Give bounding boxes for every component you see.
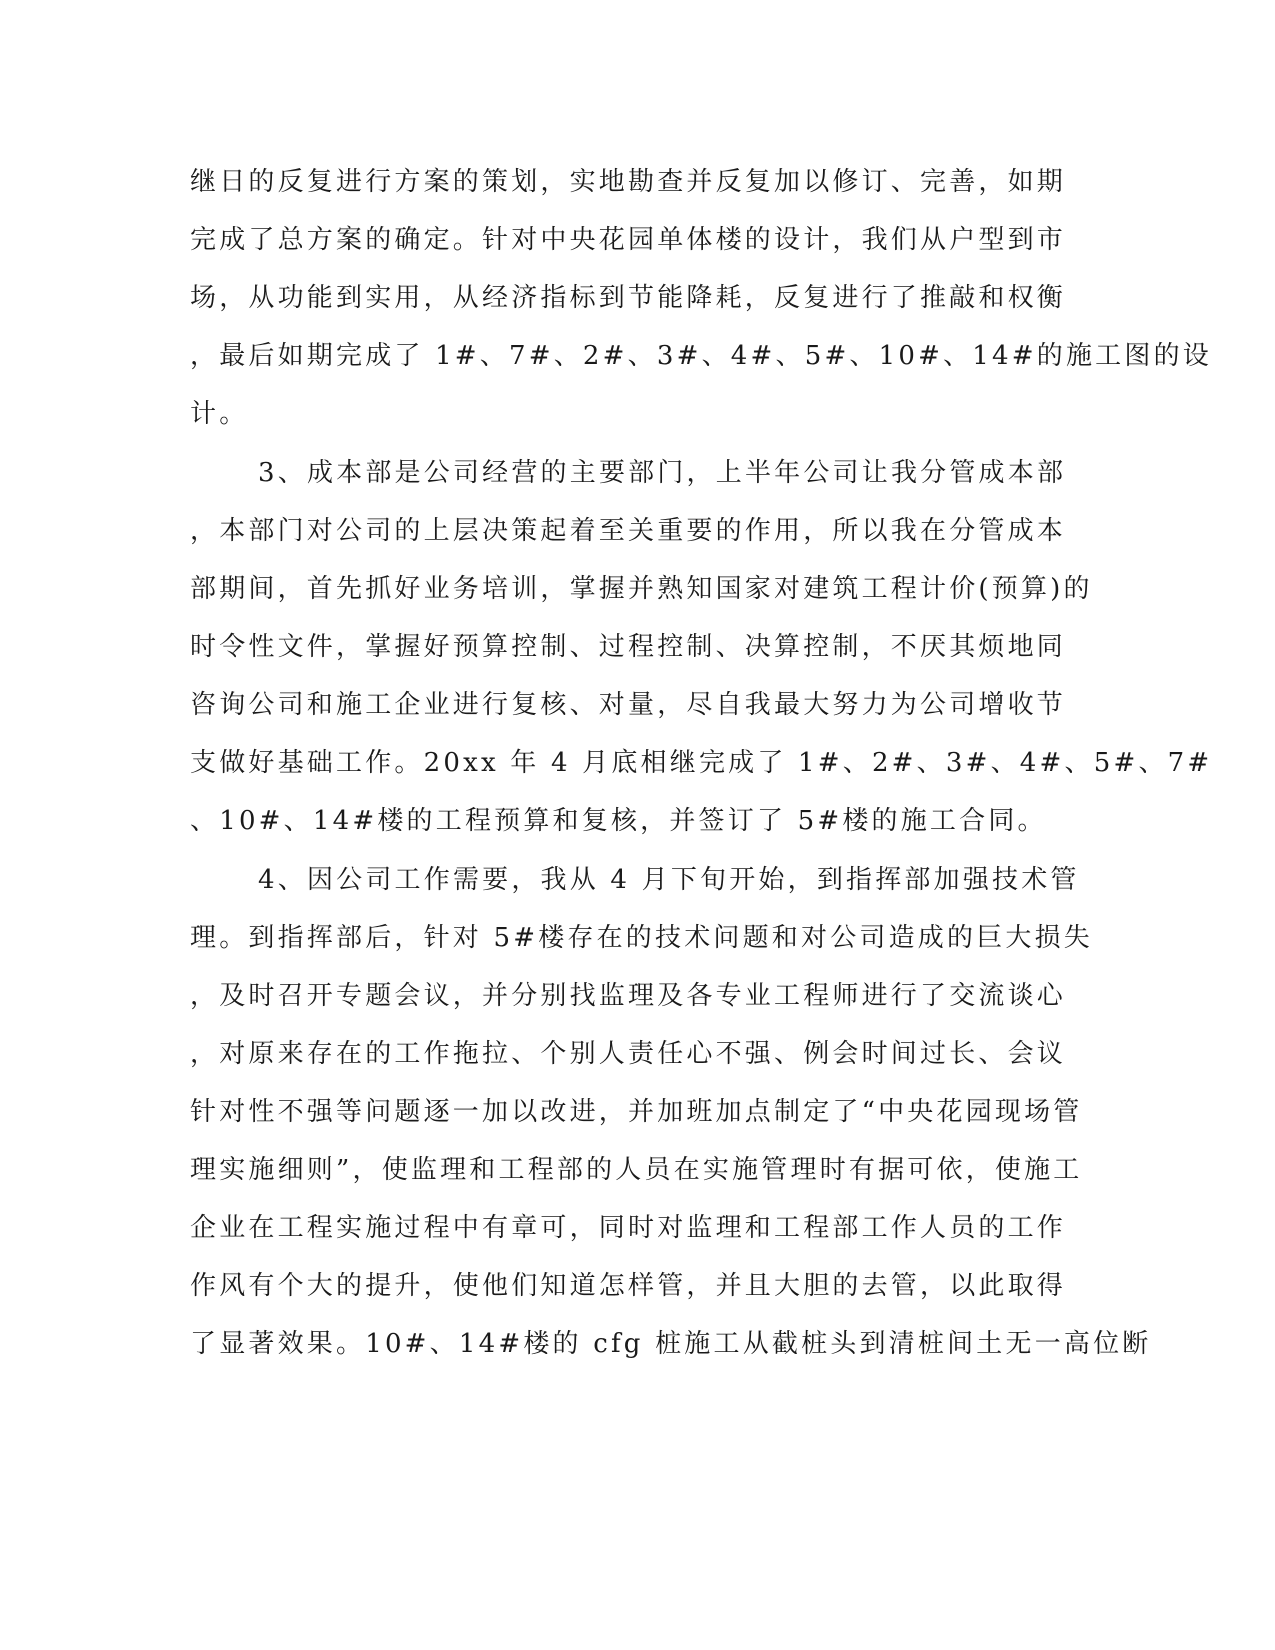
- text-line: 作风有个大的提升，使他们知道怎样管，并且大胆的去管，以此取得: [190, 1271, 1067, 1301]
- text-line: 完成了总方案的确定。针对中央花园单体楼的设计，我们从户型到市: [190, 225, 1067, 255]
- text-line: ，本部门对公司的上层决策起着至关重要的作用，所以我在分管成本: [190, 516, 1067, 546]
- text-line: 部期间，首先抓好业务培训，掌握并熟知国家对建筑工程计价(预算)的: [190, 574, 1093, 604]
- text-line: 支做好基础工作。20xx 年 4 月底相继完成了 1#、2#、3#、4#、5#、7#: [190, 748, 1213, 778]
- text-line: 、10#、14#楼的工程预算和复核，并签订了 5#楼的施工合同。: [190, 806, 1047, 836]
- text-line: 计。: [190, 399, 249, 429]
- text-line: 理实施细则”，使监理和工程部的人员在实施管理时有据可依，使施工: [190, 1155, 1083, 1185]
- text-line: ，对原来存在的工作拖拉、个别人责任心不强、例会时间过长、会议: [190, 1039, 1067, 1069]
- text-line: 场，从功能到实用，从经济指标到节能降耗，反复进行了推敲和权衡: [190, 283, 1067, 313]
- text-line: 针对性不强等问题逐一加以改进，并加班加点制定了“中央花园现场管: [190, 1097, 1083, 1127]
- paragraph-start: 3、成本部是公司经营的主要部门，上半年公司让我分管成本部: [258, 458, 1067, 488]
- paragraph-start: 4、因公司工作需要，我从 4 月下旬开始，到指挥部加强技术管: [258, 865, 1080, 895]
- text-line: 继日的反复进行方案的策划，实地勘查并反复加以修订、完善，如期: [190, 167, 1067, 197]
- text-line: 理。到指挥部后，针对 5#楼存在的技术问题和对公司造成的巨大损失: [190, 923, 1093, 953]
- text-line: 了显著效果。10#、14#楼的 cfg 桩施工从截桩头到清桩间土无一高位断: [190, 1329, 1152, 1359]
- text-line: ，最后如期完成了 1#、7#、2#、3#、4#、5#、10#、14#的施工图的设: [190, 341, 1212, 371]
- text-line: 时令性文件，掌握好预算控制、过程控制、决算控制，不厌其烦地同: [190, 632, 1067, 662]
- text-line: 企业在工程实施过程中有章可，同时对监理和工程部工作人员的工作: [190, 1213, 1067, 1243]
- text-line: ，及时召开专题会议，并分别找监理及各专业工程师进行了交流谈心: [190, 981, 1067, 1011]
- text-line: 咨询公司和施工企业进行复核、对量，尽自我最大努力为公司增收节: [190, 690, 1067, 720]
